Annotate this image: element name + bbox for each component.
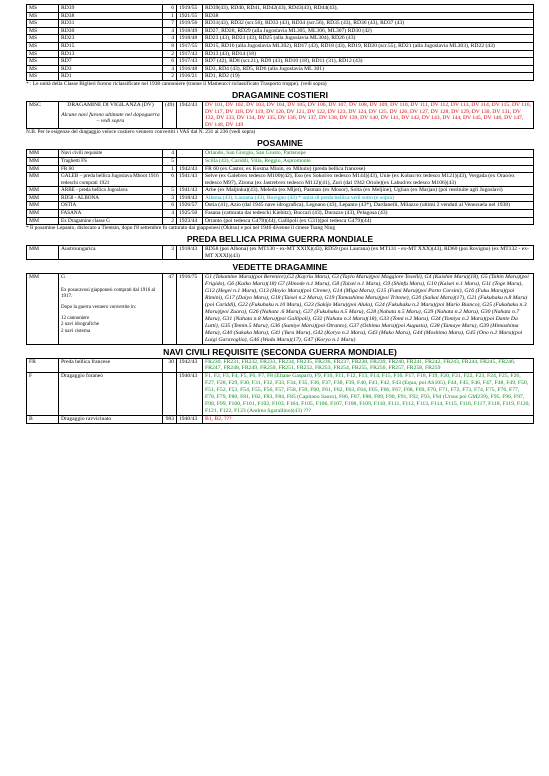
units-cell: FR230, FR231, FR232, FR233, FR234, FR235, FR236, FR237, FR238, FR239, FR240, FR241, FR242, FR243, FR244, FR245, FR246, FR247, FR248, FR249, FR250, FR251, FR252, FR253, FR254, FR255, FR256, FR257, FR258, FR259	[203, 358, 534, 373]
vedette-row	[27, 274, 534, 344]
units-cell: RD31(43), RD32 (scr.56), RD33 (43), RD34 (scr.56), RD35 (43), RD36 (43), RD37 (43)	[203, 20, 534, 28]
class-cell: B	[27, 415, 59, 423]
msc-name: DRAGAMINE DI VIGILANZA (DV)	[67, 101, 154, 108]
class-cell: MS	[27, 35, 59, 43]
years-cell: 1940/43	[177, 415, 203, 423]
count-cell: 6	[163, 173, 177, 187]
class-cell: MM	[27, 194, 59, 202]
rd-row	[27, 20, 534, 28]
years-cell: 1925/50	[177, 210, 203, 218]
units-cell: RD27, RD28, RD29 (alla Jugoslavia ML305, ML306, ML307) RD30 (42)	[203, 27, 534, 35]
years-cell: 1942/43	[177, 165, 203, 173]
years-cell: 1926/57	[177, 202, 203, 210]
class-cell: MS	[27, 20, 59, 28]
class-cell: MSC	[27, 101, 59, 128]
count-cell: 4	[163, 210, 177, 218]
top-note: * : Le unità della Classe Biglieri furono riclassificate nel 1938 cannoniere (tranne il Mameucci riclassificato Trasporto truppe). (vedi sopra)	[26, 80, 327, 87]
class-cell: MS	[27, 42, 59, 50]
posamine-row	[27, 157, 534, 165]
years-cell: 1916/21	[177, 73, 203, 81]
rd-row	[27, 42, 534, 50]
class-cell: FR	[27, 358, 59, 373]
name-cell: FR 60	[59, 165, 163, 173]
count-cell: 6	[163, 5, 177, 13]
name-cell: RD15	[59, 42, 163, 50]
vedette-table	[26, 273, 534, 344]
name-cell: RD58 - ALBONA	[59, 194, 163, 202]
msc-table	[26, 101, 534, 129]
posamine-note: * Il posamine Lepanto, dislocato a Tientsin, dopo l'8 settembre fu catturato dai giapponesi (Okitsu) e poi nel 1946 divenne il cinese Tsang Ning	[26, 225, 336, 232]
units-cell: Selve (ex Galeb/ex tedesco M100)(42), Eso (ex Sokol/ex tedesco M144)(43), Unie (ex Kobac/ex tedesco M121)(43), Vergada (ex Orao/ex tedesco M97), Zirona (ex Jastreb/ex tedesco M112)(41), Zuri (dal 1942 Oriole)(ex Labud/ex tedesco M106)(43)	[203, 173, 534, 187]
posamine-table	[26, 149, 534, 225]
vedette-sub5: 2 navi cisterna	[61, 328, 91, 334]
years-cell: 1941/43	[177, 187, 203, 195]
rd-row	[27, 27, 534, 35]
count-cell: 30	[163, 358, 177, 373]
rd-table	[26, 4, 534, 81]
name-cell: Dragaggio ravvicinato	[59, 415, 163, 423]
units-cell: RD15, RD16 (alla Jugoslavia ML302), RD17 (43), RD18 (43), RD19, RD20 (scr.55), RD21 (alla Jugoslavia ML303), RD22 (43)	[203, 42, 534, 50]
navi-civili-row	[27, 415, 534, 423]
units-cell: Orlando, San Giorgio, San Giusto, Partenope	[203, 150, 534, 158]
count-cell: 3	[163, 246, 177, 260]
units-cell: RD3, RD4 (43), RD5, RD6 (alla Jugoslavia ML 301)	[203, 65, 534, 73]
years-cell: 1918/48	[177, 35, 203, 43]
navi-civili-table	[26, 358, 534, 424]
name-cell: RD31	[59, 20, 163, 28]
count-cell: 2	[163, 73, 177, 81]
section-title-navi-civili: NAVI CIVILI REQUISITE (SECONDA GUERRA MONDIALE)	[163, 346, 397, 357]
years-cell: 1942/43	[177, 358, 203, 373]
units-cell: DV 101, DV 102, DV 103, DV 104, DV 105, DV 106, DV 107, DV 108, DV 109, DV 110, DV 111, DV 112, DV 113, DV 114, DV 115, DV 116, DV 117, DV 118, DV 119, DV 120, DV 121, DV 122, DV 123, DV 124, DV 125, DV 126, DV 127, DV 128, DV 129, DV 130, DV 131, DV 132, DV 133, DV 134, DV 135, DV 136, DV 137, DV 138, DV 139, DV 140, DV 141, DV 142, DV 143, DV 144, DV 145, DV 146, DV 147, DV 148, DV 149	[203, 101, 534, 128]
years-cell: 1919/56	[177, 20, 203, 28]
count-cell: 47	[163, 274, 177, 344]
units-cell: RD38	[203, 12, 534, 20]
class-cell: MS	[27, 5, 59, 13]
posamine-row	[27, 194, 534, 202]
class-cell: MM	[27, 157, 59, 165]
vedette-name: G	[61, 274, 66, 281]
units-cell: Otranto (poi tedesca G478)(44), Gallipoli (ex G31)(poi tedesca G479)(44)	[203, 217, 534, 225]
name-cell: Traghetti FS	[59, 157, 163, 165]
class-cell: MM	[27, 150, 59, 158]
class-cell: MS	[27, 65, 59, 73]
count-cell: 6	[163, 58, 177, 66]
class-cell: MM	[27, 210, 59, 218]
name-cell: OSTIA	[59, 202, 163, 210]
name-cell: Austroungarica	[59, 246, 163, 260]
count-cell: 2	[163, 217, 177, 225]
vedette-sub4: 2 navi idrografiche	[61, 322, 100, 328]
class-cell: MM	[27, 274, 59, 344]
navi-civili-row	[27, 358, 534, 373]
class-cell: MM	[27, 173, 59, 187]
count-cell	[163, 373, 177, 415]
units-cell: RD58 (poi Albona) (ex MT130 - ex-MT XXIX)(43), RD59 (poi Laurana) (ex MT131 - ex-MT XXX)(43), RD60 (poi Rovigno) (ex MT132 - ex-MT XXXI)(43)	[203, 246, 534, 260]
units-cell: G1 (Takamine Maru)(poi Berenice),G2 (Kayriu Maru), G3 (Tayio Maru)(poi Maggiore Toselli), G4 (Kaishin Maru)(18), G5 (Tahin Maru)(poi Frigido), G6 (Kaiko Maru)(18) G7 (Hinode n.1 Maru), G8 (Taisei n.1 Maru), G9 (Shinfu Maru), G10 (Kaisei n.1 Maru), G11 (Toge Maru), G12 (Hegei n.1 Maru), G13 (Hoyio Maru)(poi Cirene), G14 (Miga Maru), G15 (Fumi Maru)(poi Porto Corsini), G16 (Fuku Maru)(poi Rimini), G17 (Daiyo Maru), G18 (Taisei n.2 Maru), G19 (Tamashima Maru)(poi Tritone), G20 (Saikai Maru)(17), G21 (Fukuhaku n.8 Maru)(poi Cariddi), G22 (Fukuhaku n.10 Maru), G23 (Sakijo Maru)(poi Alula), G24 (Fukuhaku n.2 Maru)(poi Mario Bianco), G25 (Fukuhaku n.3 Maru)(poi Zuara), G26 (Nahata .6 Maru), G27 (Fukuhaku n.5 Maru), G28 (Nahata n.5 Maru), G29 (Nahata n.2 Maru), G30 (Nahata n.7 Maru), G31 (Nahata n.8 Maru)(poi Gallipoli), G32 (Nahata n.3 Maru)(18), G33 (Tomi n.2 Maru), G34 (Tomiya n.2 Maru)(poi Dante Da Lutti), G35 (Temin.5 Maru), G36 (Sumiye Maru)(poi Otranto), G37 (Oshima Maru)(poi Augusta), G38 (Tamaye Maru), G39 (Himashima Maru), G40 (Sakaka Maru), G41 (Yura Maru), G42 (Koryo n.2 Maru), G43 (Muko Maru), G44 (Moshima Maru), G45 (Ono n.2 Maru)(poi Luigi Garavoglia), G46 (Wadu Maru)(17), G47 (Koryo n.1 Maru)	[203, 274, 534, 344]
name-cell: GALEB – preda bellica Jugoslava Mboot 1916 tedeschi comprati 1921	[59, 173, 163, 187]
years-cell: 1941/43	[177, 173, 203, 187]
rd-row	[27, 50, 534, 58]
units-cell: Scilla (43), Cariddi, Villa, Reggio, Aspromonte	[203, 157, 534, 165]
vedette-sub3: 12 cannoniere	[61, 316, 90, 322]
preda-table	[26, 245, 534, 260]
class-cell: MM	[27, 246, 59, 260]
posamine-row	[27, 210, 534, 218]
section-title-posamine: POSAMINE	[257, 138, 303, 149]
name-cell: RD30	[59, 27, 163, 35]
count-cell: 4	[163, 150, 177, 158]
class-cell: MS	[27, 73, 59, 81]
name-cell: RD3	[59, 65, 163, 73]
count-cell: 4	[163, 27, 177, 35]
rd-row	[27, 65, 534, 73]
class-cell: MM	[27, 202, 59, 210]
class-cell: MS	[27, 50, 59, 58]
name-cell: RD38	[59, 12, 163, 20]
units-cell: FR 60 (ex Castor, ex Kosma Minin, ex Mlhulu) (preda bellica francese)	[203, 165, 534, 173]
years-cell: 1942/43	[177, 101, 203, 128]
units-cell: F1, F2, F3, F4, F5, F6, F7, F8 (Eliane Gaspari), F9, F10, F11, F12, F13, F14, F15, F16, F17, F18, F19, F20, F21, F22, F23, F24, F25, F26, F27, F28, F29, F30, F31, F32, F33, F34, F35, F36, F37, F38, F39, F40, F41, F42, F43 (Equa, poi AS105), F44, F45, F46, F47, F48, F49, F50, F51, F52, F53, F54, F55, F56, F57, F58, F59, F60, F61, F62, F63, F64, F65, F66, F67, F68, F69, F70, F71, F72, F73, F74, F75, F76, F77, F78, F79, F80, F81, F82, F83, F84, F85 (Capitano Sauro), F86, F87, F88, F89, F90, F91, F92, F93, F94 (Ursus poi GM239), F95, F96, F97, F98, F99, F100, F101, F102, F103, F104, F105, F106, F107, F108, F109, F110, F111, F112, F113, F114, F115, F116, F117, F118, F119, F120, F121, F122, F123 (Andrea Sgarallino)(43) ???	[203, 373, 534, 415]
units-cell: Ostia (41), Azio (dal 1945 nave idrografica), Legnano (43), Lepanto (43*), Dardanelli, Milazzo (ultimi 2 venduti al Venezuela nel 1938)	[203, 202, 534, 210]
section-title-vedette-dragamine: VEDETTE DRAGAMINE	[232, 262, 328, 273]
count-cell: 983	[163, 415, 177, 423]
years-cell: 1921/55	[177, 12, 203, 20]
msc-subnote: Alcune navi furono ultimate nel dopoguerra – vedi sopra	[61, 111, 160, 125]
years-cell: 1918/43	[177, 246, 203, 260]
count-cell: 4	[163, 35, 177, 43]
name-cell: FASANA	[59, 210, 163, 218]
vedette-sub2: Dopo la guerra vennero convertite in:	[61, 305, 137, 311]
units-cell: RD1, RD2 (19)	[203, 73, 534, 81]
posamine-row	[27, 165, 534, 173]
name-cell: Dragaggio foraneo	[59, 373, 163, 415]
preda-row	[27, 246, 534, 260]
count-cell: 1	[163, 165, 177, 173]
name-cell: ARBE - preda bellica Jugoslava	[59, 187, 163, 195]
posamine-row	[27, 202, 534, 210]
years-cell	[177, 150, 203, 158]
count-cell: 2	[163, 50, 177, 58]
units-cell: RD39(43), RD40, RD41, RD42(43), RD43(43), RD44(43),	[203, 5, 534, 13]
count-cell: 1	[163, 12, 177, 20]
count-cell: 7	[163, 20, 177, 28]
document-page	[26, 4, 534, 424]
years-cell: 1917/55	[177, 42, 203, 50]
years-cell: 1917/43	[177, 50, 203, 58]
name-cell: Navi civili requisite	[59, 150, 163, 158]
count-cell: 4	[163, 65, 177, 73]
years-cell: 1919/55	[177, 5, 203, 13]
years-cell: 1917/43	[177, 58, 203, 66]
count-cell: 5	[163, 157, 177, 165]
section-title-dragamine-costieri: DRAGAMINE COSTIERI	[232, 89, 328, 100]
msc-row	[27, 101, 534, 128]
navi-civili-row	[27, 373, 534, 415]
section-title-preda-bellica: PREDA BELLICA PRIMA GUERRA MONDIALE	[186, 234, 374, 245]
years-cell: 1918/49	[177, 27, 203, 35]
name-cell: RD39	[59, 5, 163, 13]
count-cell: 8	[163, 42, 177, 50]
vedette-sub1: Ex posacavosi giapponesi comprati dal 1916 al 1917.	[61, 287, 156, 299]
posamine-row	[27, 217, 534, 225]
class-cell: MS	[27, 27, 59, 35]
posamine-row	[27, 150, 534, 158]
rd-row	[27, 58, 534, 66]
name-cell: Ex Dragamine classe G	[59, 217, 163, 225]
class-cell: MM	[27, 217, 59, 225]
years-cell: 1940/43	[177, 373, 203, 415]
name-cell	[59, 101, 163, 128]
years-cell: 1916/48	[177, 65, 203, 73]
years-cell: 1916/75	[177, 274, 203, 344]
rd-row	[27, 73, 534, 81]
units-cell: Albona (43), Laurana (43), Rovigno (43) * unità di preda bellica vedi sotto (e sopra)	[203, 194, 534, 202]
name-cell: RD23	[59, 35, 163, 43]
name-cell: RD7	[59, 58, 163, 66]
count-cell: 5	[163, 187, 177, 195]
rd-row	[27, 12, 534, 20]
units-cell: RD7 (42), RD8 (scr.21), RD9 (43), RD10 (18), RD11 (31), RD12 (43)	[203, 58, 534, 66]
units-cell: Arbe (ex Maljinka)(43), Meleda (ex Mljet), Pasman (ex Mosor), Solta (ex Meljine), Uglian (ex Marjan) (poi restituite agli Jugoslavi)	[203, 187, 534, 195]
name-cell	[59, 274, 163, 344]
msc-note: N.B. Per le esigenze del dragaggio veloce costiero vennero convertiti i VAS dal N. 231 al 236 (vedi sopra)	[26, 129, 256, 136]
name-cell: RD13	[59, 50, 163, 58]
posamine-row	[27, 187, 534, 195]
units-cell: RD13 (43), RD14 (18)	[203, 50, 534, 58]
class-cell: F	[27, 373, 59, 415]
class-cell: MM	[27, 165, 59, 173]
name-cell: RD1	[59, 73, 163, 81]
rd-row	[27, 5, 534, 13]
units-cell: B1, B2, ???	[203, 415, 534, 423]
class-cell: MS	[27, 12, 59, 20]
count-cell: 6	[163, 202, 177, 210]
years-cell	[177, 157, 203, 165]
units-cell: RD23 (43), RD24 (43), RD25 (alla Jugoslavia ML304), RD26 (43)	[203, 35, 534, 43]
class-cell: MM	[27, 187, 59, 195]
posamine-row	[27, 173, 534, 187]
years-cell: 1918/43	[177, 194, 203, 202]
rd-row	[27, 35, 534, 43]
class-cell: MS	[27, 58, 59, 66]
count-cell: 3	[163, 194, 177, 202]
years-cell: 1923/44	[177, 217, 203, 225]
units-cell: Fasana (catturata dai tedeschi Kiebitz), Buccari (43), Durazzo (43), Pelagosa (43)	[203, 210, 534, 218]
count-cell: (49)	[163, 101, 177, 128]
name-cell: Preda bellica francese	[59, 358, 163, 373]
